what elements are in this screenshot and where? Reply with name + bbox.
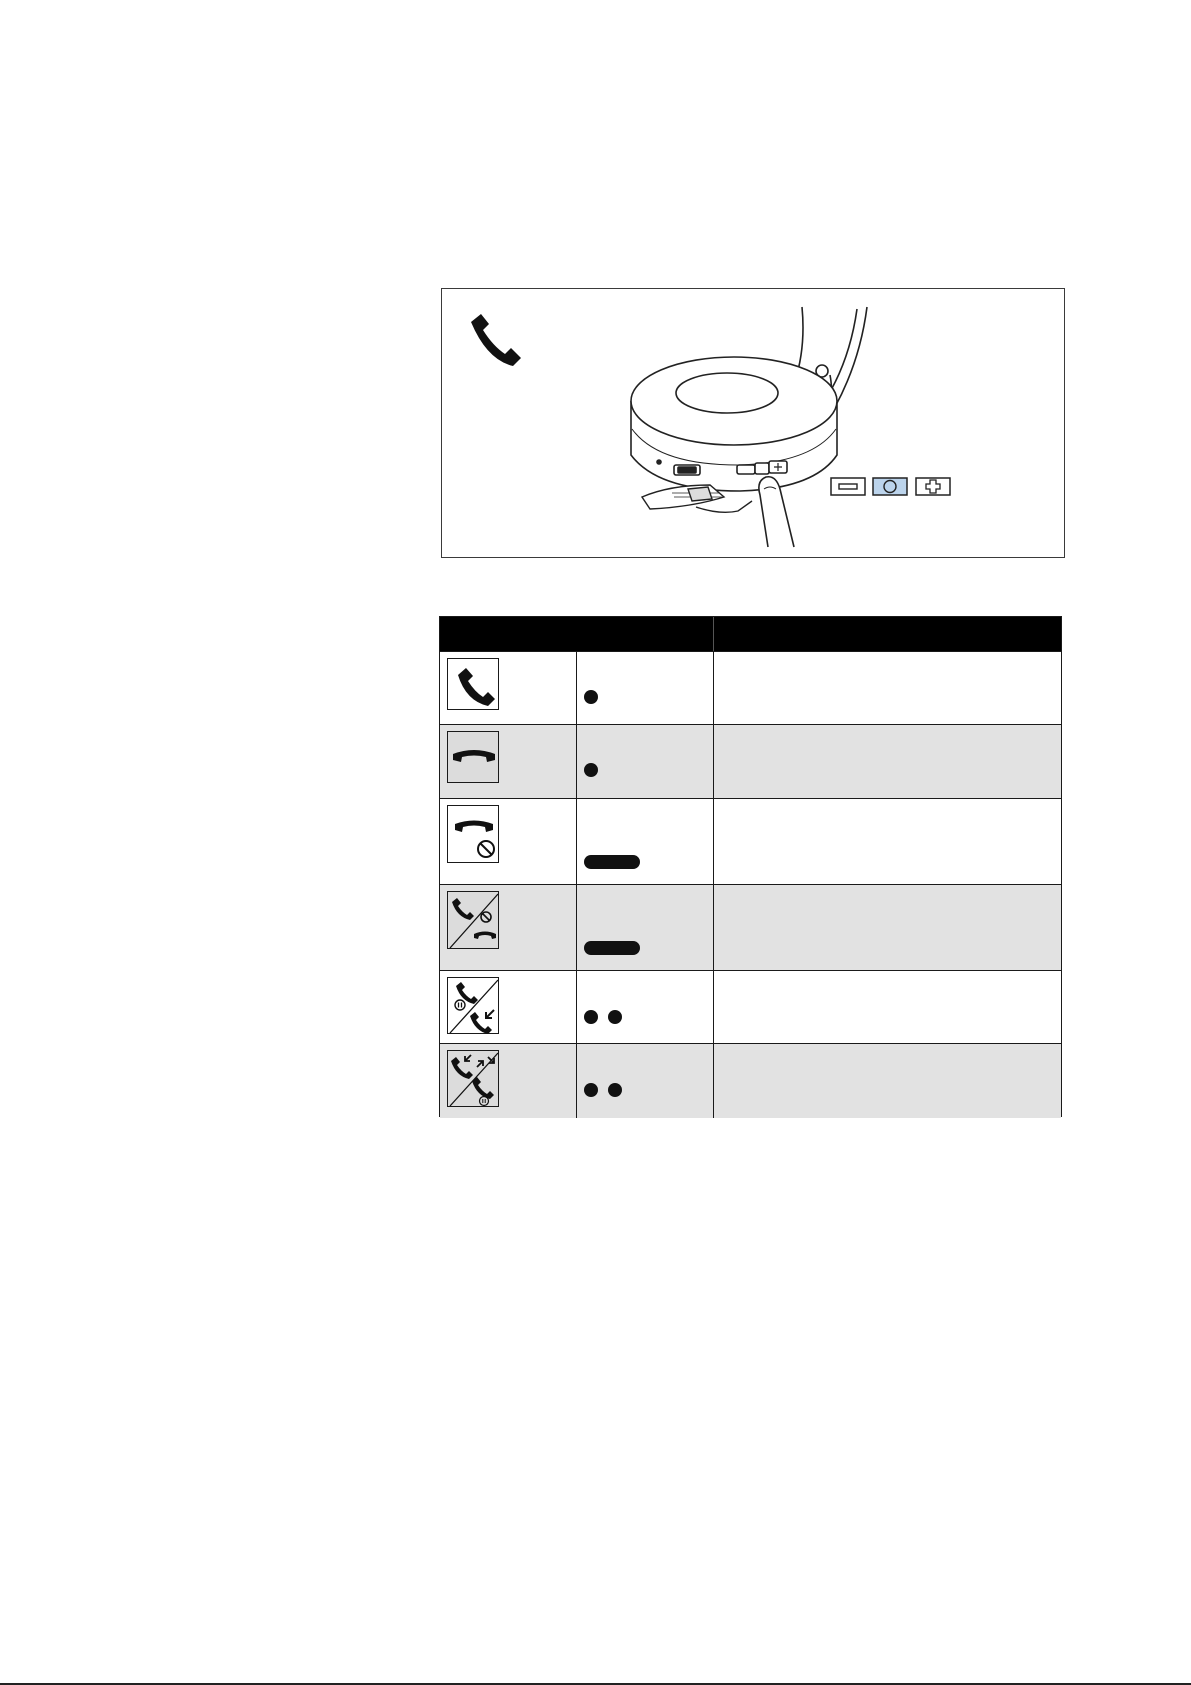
reject-call-icon	[447, 805, 499, 863]
function-table	[439, 616, 1062, 1117]
icon-cell	[440, 652, 577, 724]
header-button-column	[440, 617, 713, 651]
short-press-indicator	[608, 1083, 622, 1097]
function-cell	[714, 885, 1061, 970]
end-call-icon	[447, 731, 499, 783]
phone-receiver-icon	[471, 314, 521, 366]
press-cell	[577, 799, 714, 884]
multifunction-button	[873, 478, 907, 495]
function-cell	[714, 652, 1061, 724]
press-cell	[577, 1044, 714, 1118]
minus-button	[831, 478, 865, 495]
accept-call-icon	[447, 658, 499, 710]
reject-incoming-keep-active-icon	[447, 891, 499, 949]
press-cell	[577, 652, 714, 724]
icon-cell	[440, 1044, 577, 1118]
short-press-indicator	[584, 1010, 598, 1024]
table-row	[440, 884, 1061, 970]
long-press-indicator	[584, 941, 640, 955]
headset-illustration	[442, 289, 1066, 559]
toggle-calls-icon	[447, 1050, 499, 1107]
function-cell	[714, 1044, 1061, 1118]
table-row	[440, 1043, 1061, 1118]
short-press-indicator	[584, 1083, 598, 1097]
icon-cell	[440, 885, 577, 970]
table-row	[440, 651, 1061, 724]
plus-button	[916, 478, 950, 495]
hold-and-accept-icon	[447, 977, 499, 1034]
table-header	[440, 617, 1061, 651]
short-press-indicator	[608, 1010, 622, 1024]
short-press-indicator	[584, 690, 598, 704]
press-cell	[577, 885, 714, 970]
function-cell	[714, 725, 1061, 798]
button-legend	[831, 478, 950, 495]
icon-cell	[440, 799, 577, 884]
icon-cell	[440, 725, 577, 798]
function-cell	[714, 971, 1061, 1043]
icon-cell	[440, 971, 577, 1043]
press-cell	[577, 971, 714, 1043]
long-press-indicator	[584, 855, 640, 869]
short-press-indicator	[584, 763, 598, 777]
illustration-panel	[441, 288, 1065, 558]
finger	[759, 477, 794, 547]
function-cell	[714, 799, 1061, 884]
ear-cup	[631, 357, 837, 491]
header-function-column	[714, 617, 1061, 651]
table-row	[440, 724, 1061, 798]
table-row	[440, 970, 1061, 1043]
press-cell	[577, 725, 714, 798]
table-row	[440, 798, 1061, 884]
